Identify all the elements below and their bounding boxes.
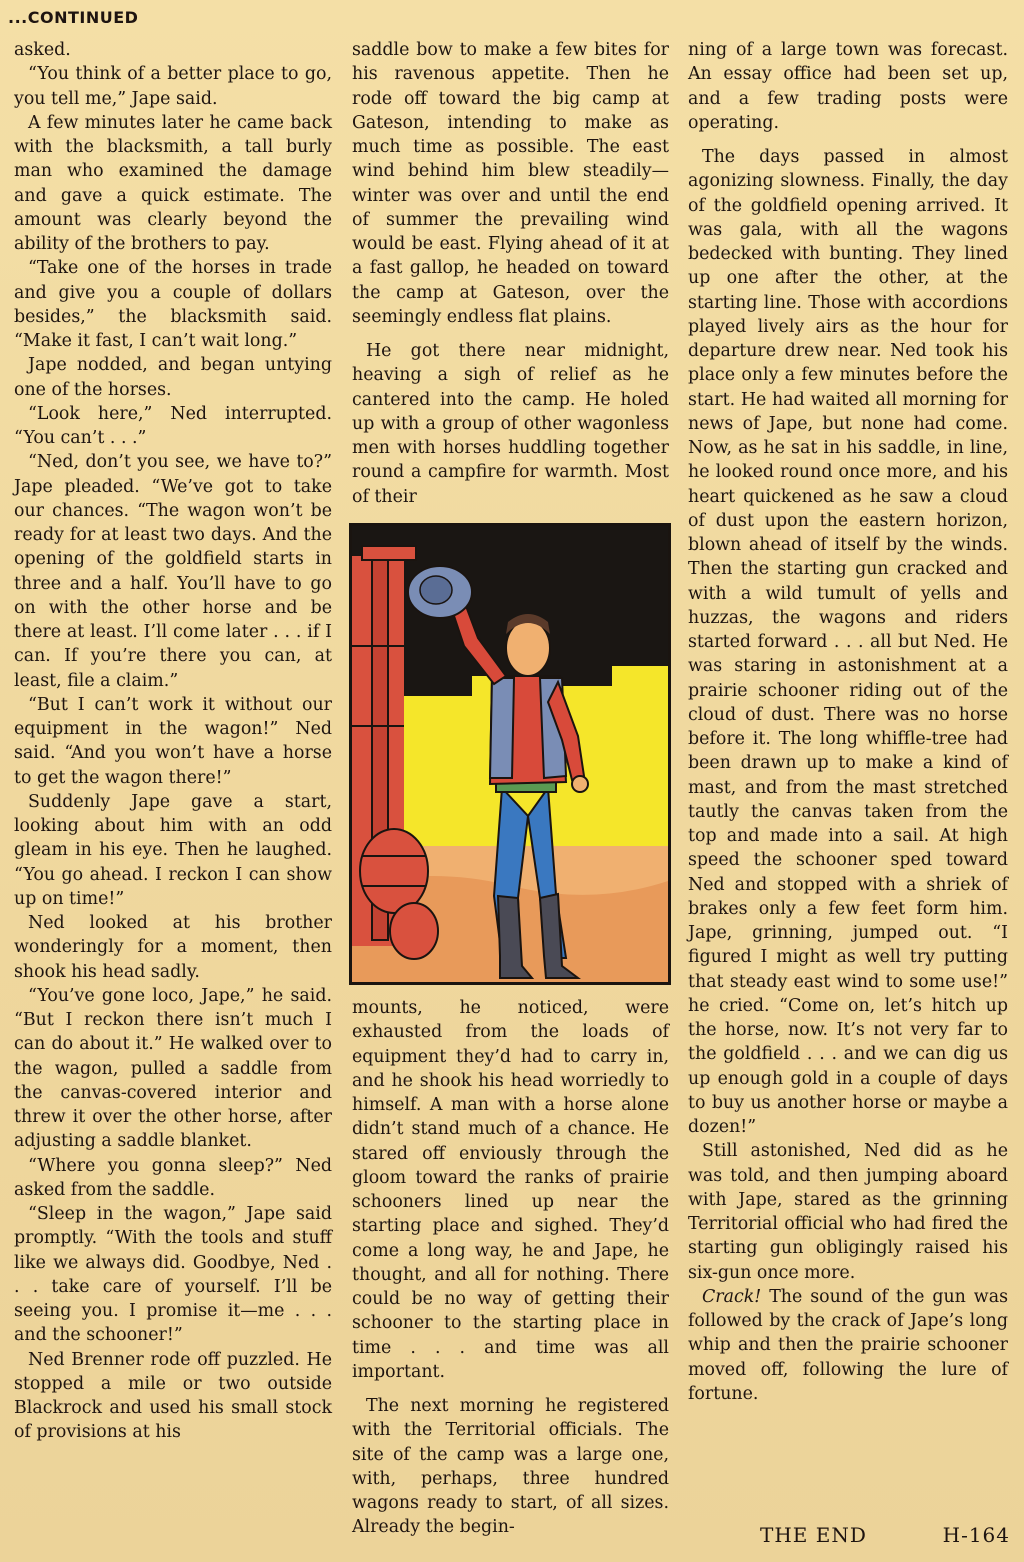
paragraph: “You think of a better place to go, you tell me,” Jape said. xyxy=(14,64,332,109)
paragraph: Ned Brenner rode off puzzled. He stopped a mile or two outside Blackrock and used his small stock of provisions at his xyxy=(14,1349,332,1443)
paragraph: mounts, he noticed, were exhausted from the loads of equipment they’d had to carry in, and he shook his head worriedly to himself. A man with a horse alone didn’t stand much of a chance. He stared off enviously through the gloom toward the ranks of prairie schooners lined up near the starting place and sighed. They’d come a long way, he and Jape, he thought, and all for nothing. There could be no way of getting their schooner to the starting place in time . . . and time was all important. xyxy=(352,998,669,1382)
paragraph: He got there near midnight, heaving a sigh of relief as he cantered into the camp. He holed up with a group of other wagonless men with horses huddling together round a campfire for warmth. Most of their xyxy=(352,341,669,507)
paragraph: Ned looked at his brother wonderingly for a moment, then shook his head sadly. xyxy=(14,913,332,982)
paragraph: “Ned, don’t you see, we have to?” Jape pleaded. “We’ve got to take our chances. “The wagon won’t be ready for at least two days. And the opening of the goldfield starts in three and a half. You’ll have to go on with the other horse and be there at least. I’ll come later . . . if I can. If you’re there you can, at least, file a claim.” xyxy=(14,452,332,691)
paragraph: “Look here,” Ned interrupted. “You can’t . . .” xyxy=(14,403,332,448)
illustration-panel xyxy=(349,523,671,985)
text-column-3 xyxy=(688,38,1008,1406)
paragraph: “Sleep in the wagon,” Jape said promptly. “With the tools and stuff like we always did. Goodbye, Ned . . . take care of yourself. I’ll be seeing you. I promise it—me . . . and the schooner!” xyxy=(14,1204,332,1346)
paragraph: Still astonished, Ned did as he was told, and then jumping aboard with Jape, stared as the grinning Territorial official who had fired the starting gun obligingly raised his six-gun once more. xyxy=(688,1141,1008,1283)
paragraph: Suddenly Jape gave a start, looking about him with an odd gleam in his eye. Then he laughed. “You go ahead. I reckon I can show up on time!” xyxy=(14,791,332,909)
paragraph: asked. xyxy=(14,40,71,60)
paragraph: saddle bow to make a few bites for his ravenous appetite. Then he rode off toward the big camp at Gateson, intending to make as much time as possible. The east wind behind him blew steadily—winter was over and until the end of summer the prevailing wind would be east. Flying ahead of it at a fast gallop, he headed on toward the camp at Gateson, over the seemingly endless flat plains. xyxy=(352,40,669,327)
paragraph: Jape nodded, and began untying one of the horses. xyxy=(14,355,332,400)
text-column-2-bottom xyxy=(352,996,669,1540)
cowboy-head xyxy=(506,620,550,676)
text-column-2-top xyxy=(352,38,669,509)
paragraph: “Where you gonna sleep?” Ned asked from the saddle. xyxy=(14,1155,332,1200)
paragraph: The days passed in almost agonizing slowness. Finally, the day of the goldfield opening arrived. It was gala, with all the wagons bedecked with bunting. They lined up one after the other, at the starting line. Those with accordions played lively airs as the hour for departure drew near. Ned took his place only a few minutes before the start. He had waited all morning for news of Jape, but none had come. Now, as he sat in his saddle, in line, he looked round once more, and his heart quickened as he saw a cloud of dust upon the eastern horizon, blown ahead of itself by the winds. Then the starting gun cracked and with a wild tumult of yells and huzzas, the wagons and riders started forward . . . all but Ned. He was staring in astonishment at a prairie schooner riding out of the cloud of dust. There was no horse before it. The long whiffle-tree had been drawn up to make a kind of mast, and from the mast stretched tautly the canvas taken from the top and made into a sail. At high speed the schooner sped toward Ned and stopped with a shriek of brakes only a few feet form him. Jape, grinning, jumped out. “I figured I might as well try putting that steady east wind to some use!” he cried. “Come on, let’s hitch up the horse, now. It’s not very far to the goldfield . . . and we can dig us up enough gold in a couple of days to buy us another horse or maybe a dozen!” xyxy=(688,147,1008,1137)
cowboy-illustration xyxy=(352,526,668,982)
barrel xyxy=(360,829,428,913)
paragraph: “But I can’t work it without our equipment in the wagon!” Ned said. “And you won’t have a horse to get the wagon there!” xyxy=(14,694,332,788)
the-end-label: THE END xyxy=(760,1523,867,1547)
paragraph: “Take one of the horses in trade and give you a couple of dollars besides,” the blacksmith said. “Make it fast, I can’t wait long.” xyxy=(14,258,332,351)
paragraph: ning of a large town was forecast. An essay office had been set up, and a few trading posts were operating. xyxy=(688,40,1008,133)
text-column-1 xyxy=(14,38,332,1445)
paragraph: A few minutes later he came back with the blacksmith, a tall burly man who examined the damage and gave a quick estimate. The amount was clearly beyond the ability of the brothers to pay. xyxy=(14,112,332,254)
end-line xyxy=(760,1523,1010,1547)
paragraph: “You’ve gone loco, Jape,” he said. “But I reckon there isn’t much I can do about it.” He walked over to the wagon, pulled a saddle from the canvas-covered interior and threw it over the other horse, after adjusting a saddle blanket. xyxy=(14,985,332,1152)
continued-header: ...CONTINUED xyxy=(8,8,139,27)
page-code: H-164 xyxy=(942,1523,1010,1547)
paragraph: Crack! The sound of the gun was followed by the crack of Jape’s long whip and then the prairie schooner moved off, following the lure of fortune. xyxy=(688,1286,1008,1404)
paragraph: The next morning he registered with the Territorial officials. The site of the camp was a large one, with, perhaps, three hundred wagons ready to start, of all sizes. Already the begin- xyxy=(352,1396,669,1538)
